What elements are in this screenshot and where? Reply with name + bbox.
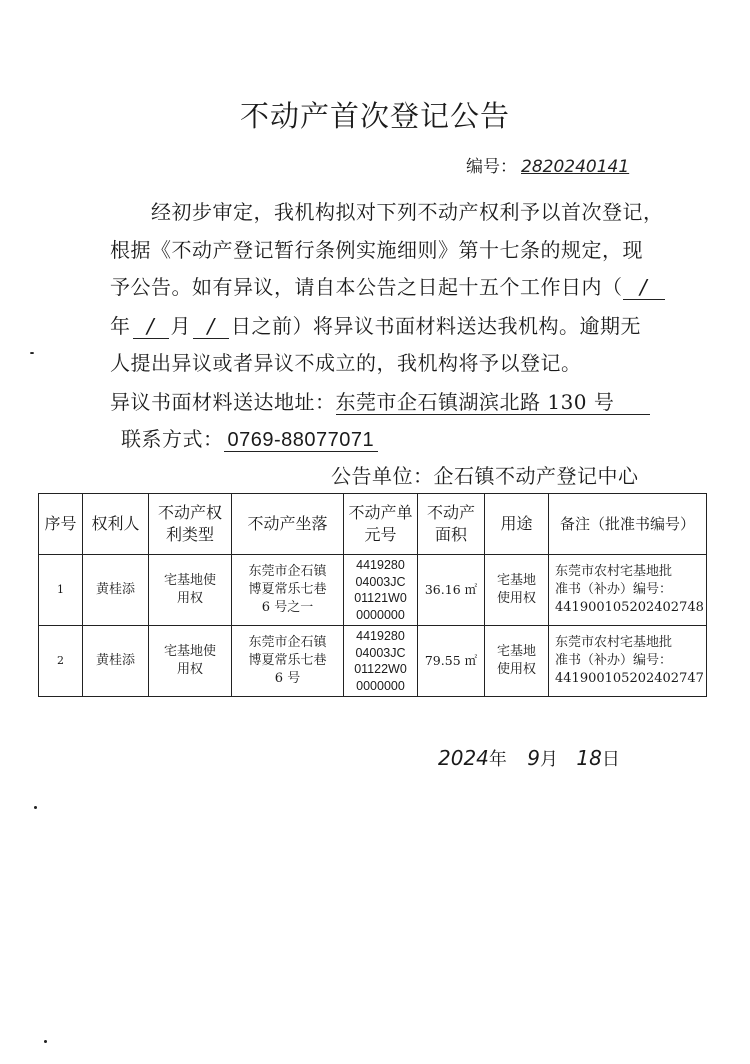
header-location: 不动产坐落: [232, 494, 344, 555]
contact-phone: 0769-88077071: [224, 429, 379, 452]
row-area: 79.55 ㎡: [418, 626, 485, 697]
row-holder: 黄桂添: [83, 626, 149, 697]
scan-speck: [34, 806, 37, 809]
document-number: [466, 152, 629, 177]
document-title: 不动产首次登记公告: [239, 99, 510, 133]
blank-slash: /: [146, 314, 155, 338]
date-month-char: 月: [540, 749, 558, 770]
date-year: 2024: [438, 746, 489, 770]
publisher: [331, 460, 639, 489]
objection-address: [110, 386, 650, 415]
blank-slash: /: [639, 275, 648, 299]
blank-slash: /: [207, 314, 215, 338]
address-value: 东莞市企石镇湖滨北路 130 号: [336, 390, 651, 415]
publisher-name: 企石镇不动产登记中心: [433, 464, 639, 488]
row-note: 东莞市农村宅基地批 准书（补办）编号： 441900105202402748: [549, 555, 707, 626]
deadline-blank-day-start: [623, 275, 665, 300]
address-label: 异议书面材料送达地址：: [110, 390, 336, 414]
row-no: 1: [39, 555, 83, 626]
row-location: 东莞市企石镇 博夏常乐七巷 6 号: [232, 626, 344, 697]
row-right-type: 宅基地使 用权: [149, 555, 232, 626]
row-use: 宅基地 使用权: [485, 626, 549, 697]
row-area: 36.16 ㎡: [418, 555, 485, 626]
body-line-3: [110, 271, 665, 300]
header-unit-no: 不动产单 元号: [344, 494, 418, 555]
document-number-label: 编号：: [466, 157, 517, 177]
deadline-blank-day: [193, 314, 229, 339]
header-area: 不动产 面积: [418, 494, 485, 555]
body-line-2: 根据《不动产登记暂行条例实施细则》第十七条的规定，现: [110, 238, 643, 262]
handwritten-date: [438, 745, 620, 771]
table-header-row: [39, 494, 707, 555]
row-no: 2: [39, 626, 83, 697]
header-note: 备注（批准书编号）: [549, 494, 707, 555]
header-holder: 权利人: [83, 494, 149, 555]
body-line-1: 经初步审定，我机构拟对下列不动产权利予以首次登记，: [151, 200, 664, 224]
row-holder: 黄桂添: [83, 555, 149, 626]
body-line-3-text: 予公告。如有异议，请自本公告之日起十五个工作日内（: [110, 275, 623, 299]
date-year-char: 年: [488, 749, 507, 770]
scan-speck: [44, 1040, 47, 1043]
contact-label: 联系方式：: [121, 427, 224, 451]
table-row: [39, 555, 707, 626]
year-label: 年: [110, 314, 131, 338]
publisher-label: 公告单位：: [331, 464, 434, 488]
body-line-5: 人提出异议或者异议不成立的，我机构将予以登记。: [110, 351, 582, 375]
date-day: 18: [576, 746, 602, 770]
deadline-blank-month: [133, 314, 169, 339]
header-use: 用途: [485, 494, 549, 555]
registration-table: [38, 493, 707, 697]
body-line-4: [110, 310, 641, 339]
table-row: [39, 626, 707, 697]
row-unit-no: 4419280 04003JC 01122W0 0000000: [344, 626, 418, 697]
month-label: 月: [170, 314, 191, 338]
scan-speck: [30, 352, 34, 354]
header-no: 序号: [39, 494, 83, 555]
contact-info: [121, 423, 378, 452]
row-note: 东莞市农村宅基地批 准书（补办）编号： 441900105202402747: [549, 626, 707, 697]
row-use: 宅基地 使用权: [485, 555, 549, 626]
row-right-type: 宅基地使 用权: [149, 626, 232, 697]
date-month: 9: [527, 746, 540, 770]
document-number-value: 2820240141: [521, 157, 630, 177]
row-unit-no: 4419280 04003JC 01121W0 0000000: [344, 555, 418, 626]
body-line-4-text: 日之前）将异议书面材料送达我机构。逾期无: [231, 314, 641, 338]
date-day-char: 日: [601, 749, 620, 770]
row-location: 东莞市企石镇 博夏常乐七巷 6 号之一: [232, 555, 344, 626]
header-right-type: 不动产权 利类型: [149, 494, 232, 555]
